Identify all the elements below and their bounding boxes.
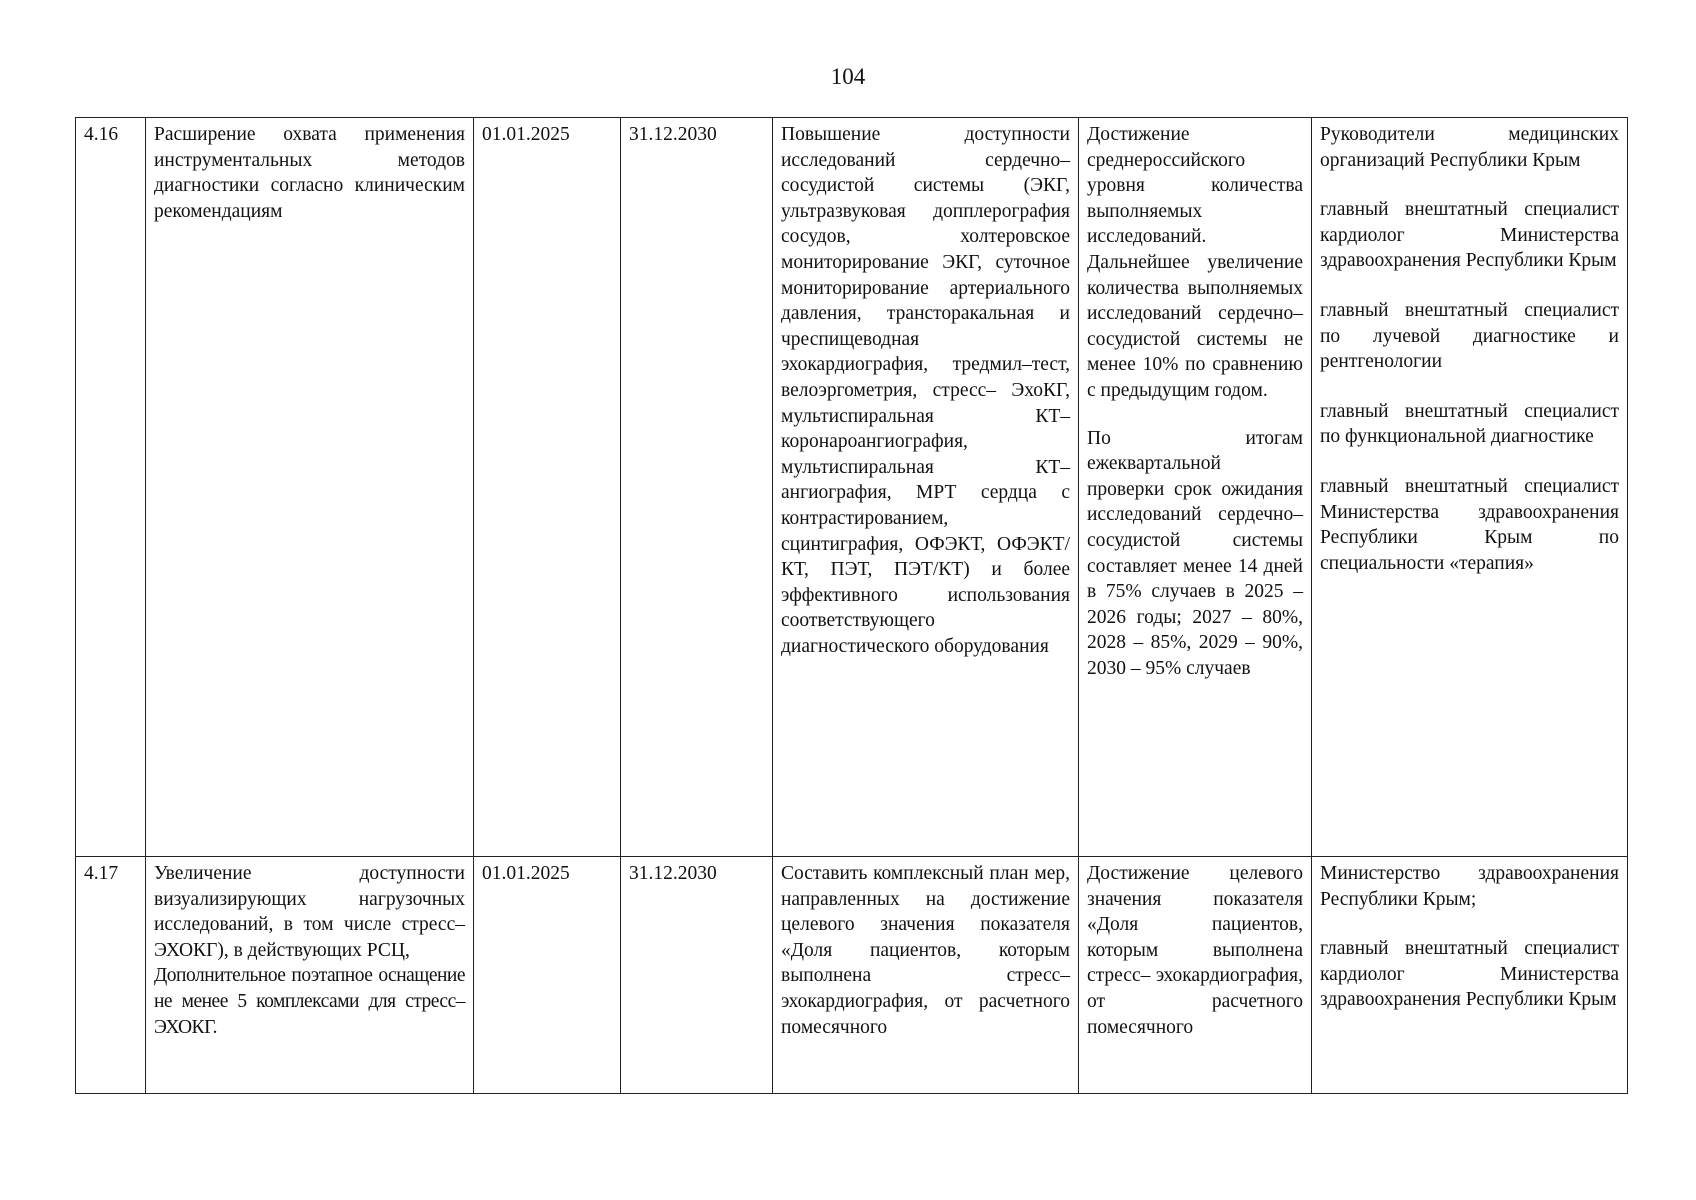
expected-result <box>1079 118 1312 857</box>
table-row <box>76 118 1628 857</box>
end-date: 31.12.2030 <box>621 857 773 1094</box>
activity-title: Увеличение доступности визуализирующих нагрузочных исследований, в том числе стресс– ЭХОКГ), в действующих РСЦ, Дополнительное поэтапное оснащение не менее 5 комплексами для стресс–ЭХОКГ. <box>146 857 474 1094</box>
expected-result: Достижение целевого значения показателя «Доля пациентов, которым выполнена стресс– эхокардиография, от расчетного помесячного <box>1079 857 1312 1094</box>
responsible-item: главный внештатный специалист кардиолог Министерства здравоохранения Республики Крым <box>1320 938 1619 1011</box>
page-number: 104 <box>830 64 866 89</box>
responsible-item: Министерство здравоохранения Республики Крым; <box>1320 863 1619 910</box>
activities-table <box>75 117 1628 1094</box>
start-date: 01.01.2025 <box>474 857 621 1094</box>
activity-title: Расширение охвата применения инструментальных методов диагностики согласно клиническим рекомендациям <box>146 118 474 857</box>
responsible-item: главный внештатный специалист по лучевой диагностике и рентгенологии <box>1320 299 1619 373</box>
result-paragraph: По итогам ежеквартальной проверки срок ожидания исследований сердечно–сосудистой системы составляет менее 14 дней в 75% случаев в 2025 – 2026 годы; 2027 – 80%, 2028 – 85%, 2029 – 90%, 2030 – 95% случаев <box>1087 427 1303 679</box>
responsible-persons <box>1312 118 1628 857</box>
responsible-persons <box>1312 857 1628 1094</box>
row-number: 4.16 <box>76 118 146 857</box>
activity-measures: Повышение доступности исследований сердечно–сосудистой системы (ЭКГ, ультразвуковая допплерография сосудов, холтеровское мониторирование ЭКГ, суточное мониторирование артериального давления, трансторакальная и чреспищеводная эхокардиография, тредмил–тест, велоэргометрия, стресс– ЭхоКГ, мультиспиральная КТ–коронароангиография, мультиспиральная КТ–ангиография, МРТ сердца с контрастированием, сцинтиграфия, ОФЭКТ, ОФЭКТ/КТ, ПЭТ, ПЭТ/КТ) и более эффективного использования соответствующего диагностического оборудования <box>773 118 1079 857</box>
row-number: 4.17 <box>76 857 146 1094</box>
responsible-item: главный внештатный специалист Министерства здравоохранения Республики Крым по специальности «терапия» <box>1320 475 1619 574</box>
responsible-item: Руководители медицинских организаций Республики Крым <box>1320 124 1619 171</box>
responsible-item: главный внештатный специалист кардиолог Министерства здравоохранения Республики Крым <box>1320 199 1619 272</box>
table-row <box>76 857 1628 1094</box>
responsible-item: главный внештатный специалист по функциональной диагностике <box>1320 400 1619 448</box>
end-date: 31.12.2030 <box>621 118 773 857</box>
result-paragraph: Достижение среднероссийского уровня количества выполняемых исследований. Дальнейшее увеличение количества выполняемых исследований сердечно–сосудистой системы не менее 10% по сравнению с предыдущим годом. <box>1087 124 1303 401</box>
start-date: 01.01.2025 <box>474 118 621 857</box>
activity-measures: Составить комплексный план мер, направленных на достижение целевого значения показателя «Доля пациентов, которым выполнена стресс– эхокардиография, от расчетного помесячного <box>773 857 1079 1094</box>
